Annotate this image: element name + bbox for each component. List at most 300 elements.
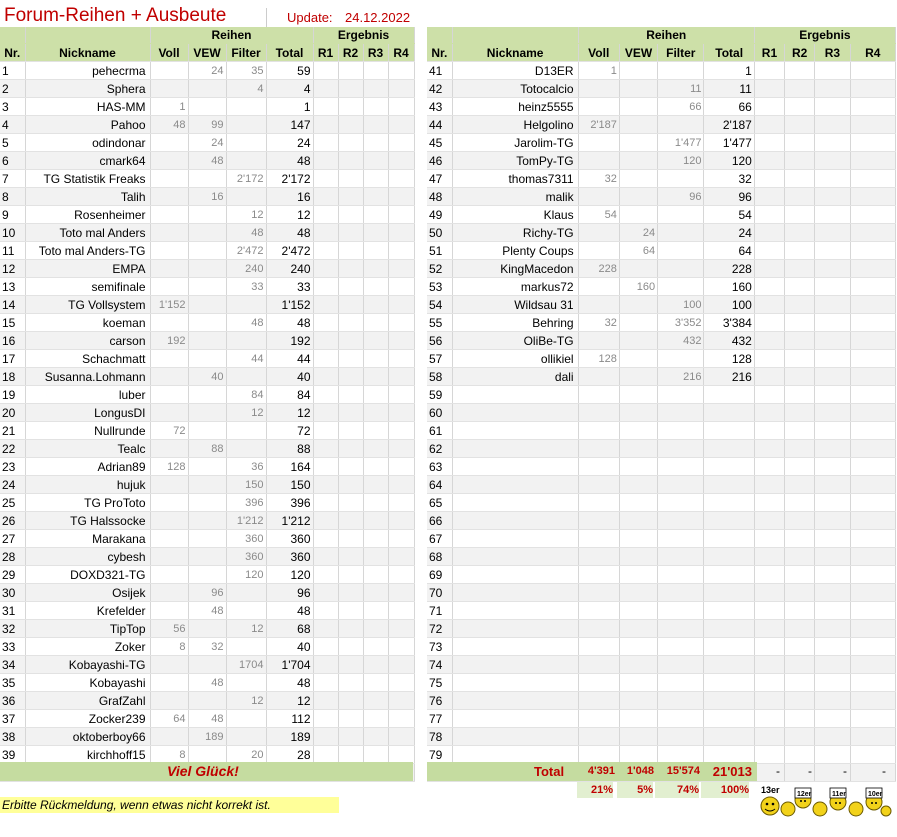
table-row (0, 602, 414, 620)
row-vew (619, 98, 657, 116)
row-r2 (785, 458, 815, 476)
row-total: 2'187 (704, 116, 754, 134)
row-r2 (338, 224, 363, 242)
filter-percent: 74% (655, 782, 699, 798)
row-r3 (815, 170, 850, 188)
row-total: 2'472 (266, 242, 313, 260)
row-filter (658, 746, 704, 764)
row-voll (150, 62, 188, 80)
row-voll (578, 332, 619, 350)
row-r1 (754, 530, 784, 548)
row-nickname: cybesh (25, 548, 150, 566)
row-vew (188, 512, 226, 530)
row-nr: 2 (0, 80, 25, 98)
row-nickname: Pahoo (25, 116, 150, 134)
row-filter (226, 332, 266, 350)
row-vew: 24 (619, 224, 657, 242)
row-nr: 59 (427, 386, 452, 404)
row-nr: 37 (0, 710, 25, 728)
row-r1 (313, 188, 338, 206)
row-voll: 128 (150, 458, 188, 476)
row-vew (188, 494, 226, 512)
row-r4 (850, 404, 895, 422)
row-total (704, 404, 754, 422)
row-total: 360 (266, 548, 313, 566)
row-filter: 120 (226, 566, 266, 584)
row-nr: 6 (0, 152, 25, 170)
row-filter (658, 674, 704, 692)
table-row (0, 332, 414, 350)
row-nr: 48 (427, 188, 452, 206)
row-voll (150, 728, 188, 746)
row-nr: 54 (427, 296, 452, 314)
row-nr: 34 (0, 656, 25, 674)
row-filter (658, 260, 704, 278)
row-nr: 47 (427, 170, 452, 188)
badge-10er-label: 10er (868, 791, 883, 798)
row-filter (226, 638, 266, 656)
title-divider (266, 8, 267, 28)
row-voll: 32 (578, 314, 619, 332)
row-filter (658, 530, 704, 548)
row-voll (578, 530, 619, 548)
row-r4 (388, 170, 414, 188)
row-nickname (452, 710, 578, 728)
row-filter: 1704 (226, 656, 266, 674)
row-r3 (815, 134, 850, 152)
row-total: 4 (266, 80, 313, 98)
row-vew (619, 386, 657, 404)
row-filter: 4 (226, 80, 266, 98)
row-nickname: Zocker239 (25, 710, 150, 728)
row-total: 112 (266, 710, 313, 728)
row-voll: 228 (578, 260, 619, 278)
good-luck-text: Viel Glück! (167, 763, 239, 779)
row-nickname: dali (452, 368, 578, 386)
row-r3 (363, 116, 388, 134)
row-vew (619, 368, 657, 386)
row-nickname (452, 620, 578, 638)
row-voll (150, 278, 188, 296)
table-row (0, 584, 414, 602)
row-r2 (338, 638, 363, 656)
row-r2 (338, 314, 363, 332)
page-title: Forum-Reihen + Ausbeute (4, 5, 227, 26)
row-voll (150, 134, 188, 152)
row-r3 (363, 404, 388, 422)
row-voll (150, 674, 188, 692)
row-r4 (850, 206, 895, 224)
row-r2 (785, 152, 815, 170)
row-vew (619, 476, 657, 494)
row-r4 (850, 746, 895, 764)
row-r3 (363, 530, 388, 548)
table-row (0, 170, 414, 188)
row-total: 72 (266, 422, 313, 440)
row-r2 (785, 692, 815, 710)
row-filter (658, 494, 704, 512)
row-vew: 48 (188, 602, 226, 620)
row-r2 (785, 440, 815, 458)
row-voll (150, 80, 188, 98)
row-nickname: semifinale (25, 278, 150, 296)
row-r3 (363, 332, 388, 350)
row-r1 (754, 440, 784, 458)
row-filter: 12 (226, 206, 266, 224)
row-nickname: Tealc (25, 440, 150, 458)
filter-total: 15'574 (666, 765, 700, 777)
row-r2 (338, 530, 363, 548)
row-r3 (815, 494, 850, 512)
row-nickname (452, 566, 578, 584)
row-voll (150, 530, 188, 548)
row-voll (578, 692, 619, 710)
row-nr: 70 (427, 584, 452, 602)
row-r3 (815, 512, 850, 530)
row-r1 (754, 692, 784, 710)
row-vew (188, 422, 226, 440)
row-filter: 33 (226, 278, 266, 296)
grand-percent: 100% (701, 782, 749, 798)
row-voll (578, 584, 619, 602)
row-r2 (338, 656, 363, 674)
row-filter (226, 710, 266, 728)
row-r3 (815, 548, 850, 566)
col-r4: R4 (388, 44, 414, 62)
row-vew (188, 278, 226, 296)
row-r3 (815, 692, 850, 710)
row-filter: 96 (658, 188, 704, 206)
col-r1-right: R1 (754, 44, 784, 62)
row-r4 (388, 728, 414, 746)
row-voll (578, 512, 619, 530)
row-r2 (338, 458, 363, 476)
row-r3 (815, 314, 850, 332)
row-r1 (313, 512, 338, 530)
row-total: 120 (704, 152, 754, 170)
row-r3 (363, 368, 388, 386)
row-filter: 20 (226, 746, 266, 764)
row-r3 (815, 242, 850, 260)
row-r3 (363, 584, 388, 602)
table-row (0, 188, 414, 206)
row-r2 (785, 638, 815, 656)
table-row (0, 728, 414, 746)
row-r1 (313, 332, 338, 350)
row-nickname: KingMacedon (452, 260, 578, 278)
row-filter (226, 98, 266, 116)
row-r2 (785, 116, 815, 134)
row-nickname: DOXD321-TG (25, 566, 150, 584)
row-r2 (338, 386, 363, 404)
row-total (704, 728, 754, 746)
row-nr: 52 (427, 260, 452, 278)
row-filter: 84 (226, 386, 266, 404)
row-total (704, 584, 754, 602)
row-r2 (785, 530, 815, 548)
row-nickname: GrafZahl (25, 692, 150, 710)
row-r4 (850, 566, 895, 584)
row-voll: 8 (150, 746, 188, 764)
row-total: 68 (266, 620, 313, 638)
row-r1 (313, 440, 338, 458)
row-r2 (338, 80, 363, 98)
row-nickname: D13ER (452, 62, 578, 80)
row-total (704, 656, 754, 674)
row-vew (619, 494, 657, 512)
row-vew: 16 (188, 188, 226, 206)
row-nickname: hujuk (25, 476, 150, 494)
table-row (0, 512, 414, 530)
row-nr: 8 (0, 188, 25, 206)
row-filter (658, 566, 704, 584)
row-r3 (815, 620, 850, 638)
row-filter: 12 (226, 620, 266, 638)
row-voll (150, 242, 188, 260)
row-nr: 72 (427, 620, 452, 638)
row-filter (658, 638, 704, 656)
row-total: 189 (266, 728, 313, 746)
row-r3 (363, 458, 388, 476)
row-r3 (363, 170, 388, 188)
row-r3 (815, 206, 850, 224)
row-total (704, 512, 754, 530)
row-nr: 31 (0, 602, 25, 620)
col-filter: Filter (226, 44, 266, 62)
table-row (0, 242, 414, 260)
row-r1 (754, 314, 784, 332)
row-filter (658, 116, 704, 134)
row-voll (578, 710, 619, 728)
table-row (0, 134, 414, 152)
row-nickname: markus72 (452, 278, 578, 296)
col-vew: VEW (188, 44, 226, 62)
row-r4 (850, 62, 895, 80)
row-nr: 62 (427, 440, 452, 458)
row-voll (578, 656, 619, 674)
table-row (0, 62, 414, 80)
row-vew (619, 170, 657, 188)
row-vew (619, 260, 657, 278)
row-voll (150, 476, 188, 494)
table-row (427, 368, 896, 386)
row-r4 (388, 80, 414, 98)
row-r1 (754, 746, 784, 764)
row-total: 64 (704, 242, 754, 260)
row-total: 40 (266, 368, 313, 386)
row-vew (619, 584, 657, 602)
row-r1 (313, 62, 338, 80)
row-nr: 41 (427, 62, 452, 80)
row-nickname: TG Halssocke (25, 512, 150, 530)
row-vew (188, 476, 226, 494)
row-nickname: Plenty Coups (452, 242, 578, 260)
row-nickname: Sphera (25, 80, 150, 98)
row-r3 (363, 692, 388, 710)
row-r1 (754, 602, 784, 620)
row-r3 (815, 440, 850, 458)
row-nickname: Kobayashi-TG (25, 656, 150, 674)
row-r2 (785, 422, 815, 440)
row-filter (226, 422, 266, 440)
row-nickname (452, 638, 578, 656)
row-total: 84 (266, 386, 313, 404)
row-r2 (338, 440, 363, 458)
row-nickname: oktoberboy66 (25, 728, 150, 746)
row-vew (619, 602, 657, 620)
row-r1 (754, 188, 784, 206)
grand-total: 21'013 (712, 764, 752, 779)
row-r4 (850, 368, 895, 386)
row-nr: 51 (427, 242, 452, 260)
row-r1 (313, 692, 338, 710)
row-vew: 48 (188, 152, 226, 170)
table-row (427, 746, 896, 764)
row-filter (658, 602, 704, 620)
row-nr: 65 (427, 494, 452, 512)
row-r1 (754, 620, 784, 638)
row-voll (150, 170, 188, 188)
row-r2 (785, 278, 815, 296)
row-r2 (785, 368, 815, 386)
table-row (427, 386, 896, 404)
row-vew (619, 296, 657, 314)
row-vew (619, 440, 657, 458)
row-r2 (338, 98, 363, 116)
row-total (704, 602, 754, 620)
row-vew (188, 746, 226, 764)
row-r4 (388, 674, 414, 692)
row-filter (226, 674, 266, 692)
row-total (704, 638, 754, 656)
row-vew (619, 638, 657, 656)
row-total: 59 (266, 62, 313, 80)
row-r4 (388, 422, 414, 440)
badge-13er-icon (761, 785, 780, 815)
row-nr: 64 (427, 476, 452, 494)
row-nickname: kirchhoff15 (25, 746, 150, 764)
row-r2 (338, 728, 363, 746)
row-r3 (815, 656, 850, 674)
row-voll (578, 746, 619, 764)
row-r2 (785, 512, 815, 530)
row-r1 (754, 206, 784, 224)
row-vew (188, 656, 226, 674)
row-voll: 128 (578, 350, 619, 368)
row-nr: 9 (0, 206, 25, 224)
row-total: 192 (266, 332, 313, 350)
row-r2 (338, 116, 363, 134)
row-total: 48 (266, 152, 313, 170)
row-r4 (850, 116, 895, 134)
row-voll (578, 548, 619, 566)
table-row (427, 62, 896, 80)
row-r3 (363, 242, 388, 260)
row-vew: 24 (188, 62, 226, 80)
row-r4 (850, 188, 895, 206)
row-vew (619, 80, 657, 98)
row-voll (150, 260, 188, 278)
row-r1 (754, 224, 784, 242)
row-r4 (850, 674, 895, 692)
ergebnis-header-right: Ergebnis (754, 27, 895, 44)
row-nickname: heinz5555 (452, 98, 578, 116)
row-voll (578, 134, 619, 152)
row-r3 (815, 98, 850, 116)
row-nr: 15 (0, 314, 25, 332)
row-r1 (313, 530, 338, 548)
row-r3 (815, 116, 850, 134)
row-r1 (313, 170, 338, 188)
row-r2 (338, 134, 363, 152)
row-r2 (785, 584, 815, 602)
row-r3 (363, 512, 388, 530)
row-r1 (754, 458, 784, 476)
table-row (427, 278, 896, 296)
row-vew (188, 296, 226, 314)
row-r3 (815, 458, 850, 476)
row-r3 (815, 260, 850, 278)
row-filter (226, 584, 266, 602)
row-vew: 48 (188, 710, 226, 728)
table-row (0, 692, 414, 710)
row-r2 (338, 602, 363, 620)
row-r2 (338, 476, 363, 494)
row-total: 2'172 (266, 170, 313, 188)
row-r4 (388, 602, 414, 620)
row-voll: 1 (578, 62, 619, 80)
row-nickname: Rosenheimer (25, 206, 150, 224)
row-vew (188, 314, 226, 332)
row-filter: 150 (226, 476, 266, 494)
row-vew (619, 710, 657, 728)
row-nickname: carson (25, 332, 150, 350)
row-r3 (363, 728, 388, 746)
row-voll (150, 656, 188, 674)
row-r4 (388, 98, 414, 116)
row-nr: 11 (0, 242, 25, 260)
row-r1 (754, 242, 784, 260)
row-filter: 1'477 (658, 134, 704, 152)
row-nr: 67 (427, 530, 452, 548)
row-filter: 66 (658, 98, 704, 116)
row-filter (658, 404, 704, 422)
col-filter-right: Filter (658, 44, 704, 62)
row-voll (578, 386, 619, 404)
row-nickname (452, 746, 578, 764)
row-filter (658, 170, 704, 188)
badge-12er-icon (781, 788, 812, 816)
row-nickname: ollikiel (452, 350, 578, 368)
row-vew (619, 728, 657, 746)
row-r3 (815, 710, 850, 728)
row-r4 (388, 314, 414, 332)
row-total (704, 674, 754, 692)
row-r4 (850, 440, 895, 458)
row-r1 (754, 638, 784, 656)
row-voll (150, 206, 188, 224)
row-nickname: Toto mal Anders-TG (25, 242, 150, 260)
row-total: 44 (266, 350, 313, 368)
row-r4 (388, 530, 414, 548)
row-r4 (850, 602, 895, 620)
row-r4 (388, 494, 414, 512)
row-filter: 3'352 (658, 314, 704, 332)
row-r4 (850, 386, 895, 404)
table-row (427, 602, 896, 620)
row-filter: 100 (658, 296, 704, 314)
table-row (427, 530, 896, 548)
